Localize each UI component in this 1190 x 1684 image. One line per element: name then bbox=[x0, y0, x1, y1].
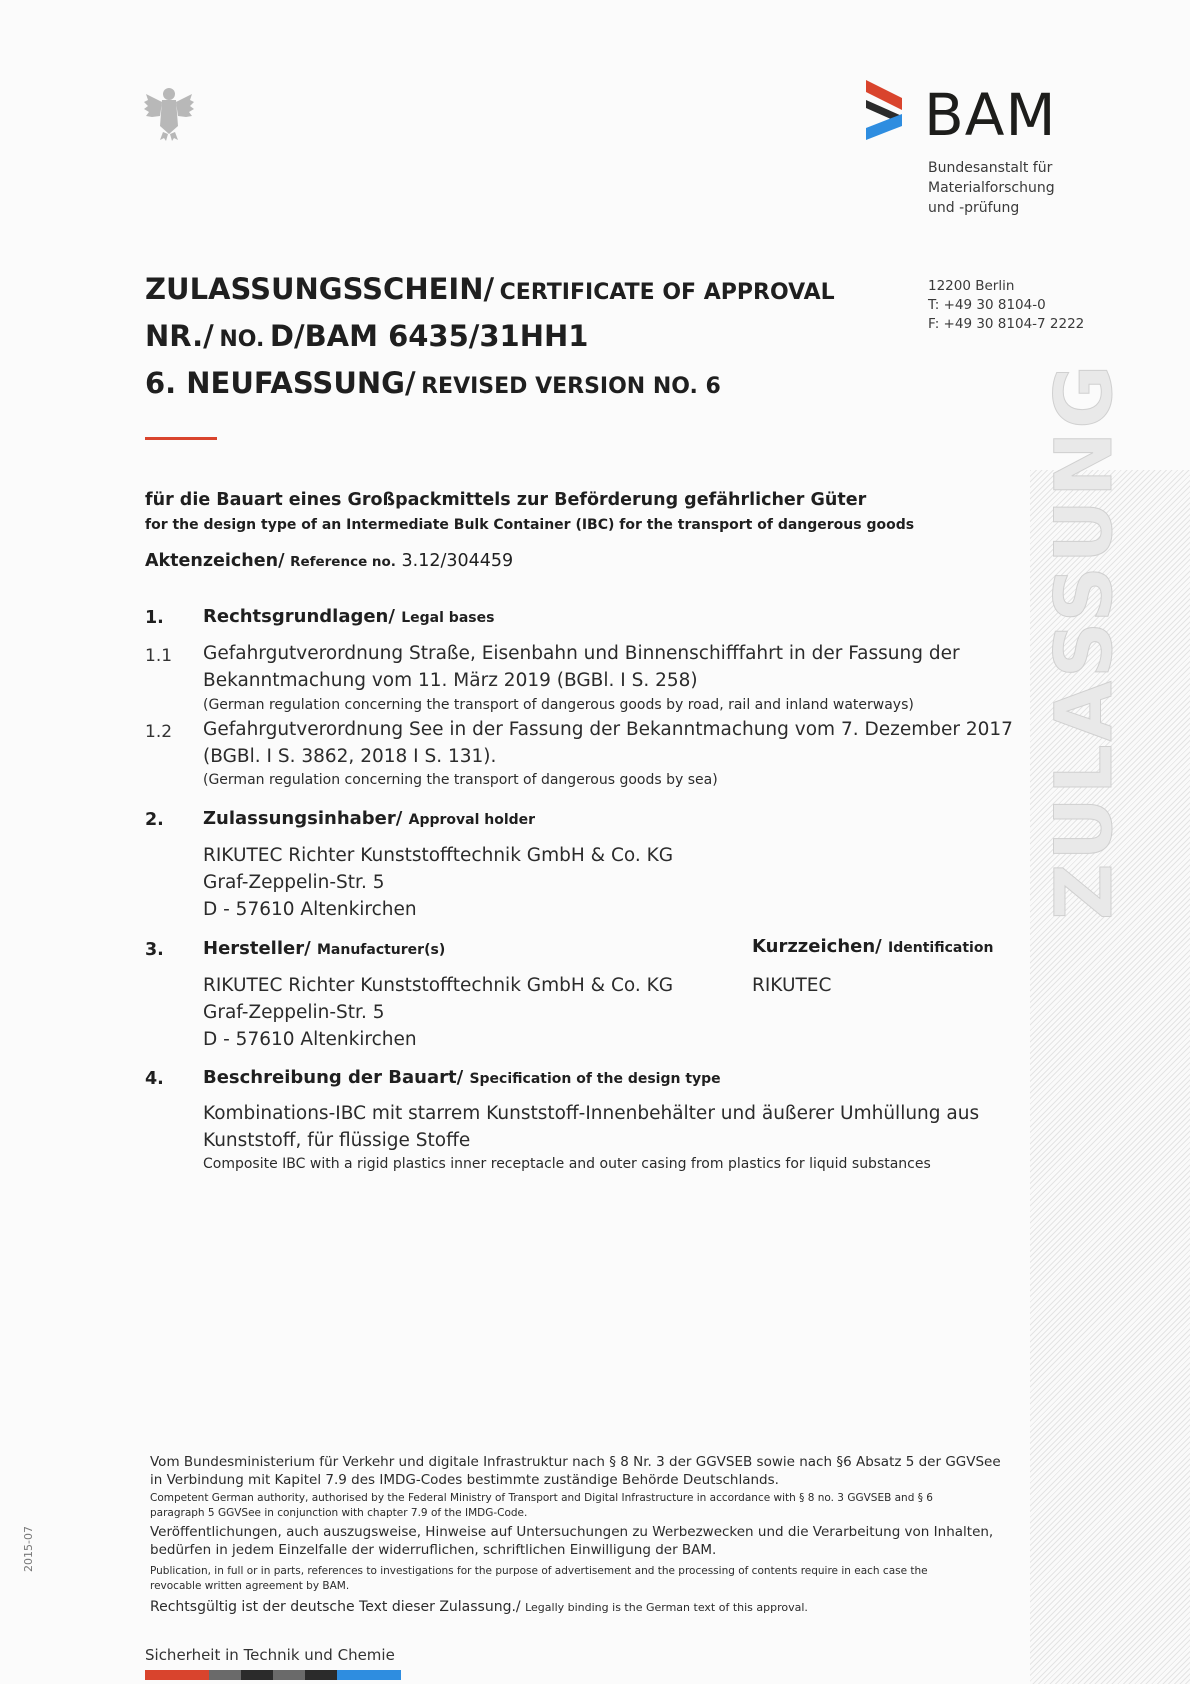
text-line: Gefahrgutverordnung Straße, Eisenbahn und Binnenschifffahrt in der Fassung der bbox=[203, 643, 960, 664]
watermark-text: ZULASSUNG bbox=[1040, 361, 1130, 920]
design-type-translation: Composite IBC with a rigid plastics inner receptacle and outer casing from plastics for liquid substances bbox=[203, 1156, 931, 1172]
bar-segment bbox=[241, 1670, 273, 1680]
bam-claim: Sicherheit in Technik und Chemie bbox=[145, 1646, 395, 1664]
legal-basis-translation: (German regulation concerning the transport of dangerous goods by sea) bbox=[203, 772, 718, 788]
institution-line: Materialforschung bbox=[928, 180, 1055, 196]
certificate-title bbox=[145, 268, 835, 409]
publication-notice-en bbox=[150, 1564, 928, 1594]
authority-statement-en bbox=[150, 1491, 933, 1521]
subject-en: for the design type of an Intermediate Bulk Container (IBC) for the transport of dangerous goods bbox=[145, 517, 915, 533]
revision-de: 6. NEUFASSUNG/ bbox=[145, 366, 416, 400]
legal-basis-translation: (German regulation concerning the transport of dangerous goods by road, rail and inland waterways) bbox=[203, 697, 914, 713]
text-line: (BGBl. I S. 3862, 2018 I S. 131). bbox=[203, 746, 497, 767]
number-label-en: NO. bbox=[219, 327, 265, 352]
section-title-de: Hersteller/ bbox=[203, 938, 311, 959]
institution-name bbox=[928, 158, 1055, 218]
legal-note-en: Legally binding is the German text of this approval. bbox=[525, 1601, 808, 1614]
section-number: 2. bbox=[145, 810, 164, 830]
footer-line: in Verbindung mit Kapitel 7.9 des IMDG-Codes bestimmte zuständige Behörde Deutschlands. bbox=[150, 1472, 779, 1488]
section-number: 1. bbox=[145, 608, 164, 628]
section-title bbox=[203, 938, 445, 959]
identification-title-de: Kurzzeichen/ bbox=[752, 936, 882, 957]
company-name: RIKUTEC Richter Kunststofftechnik GmbH & Co. KG bbox=[203, 845, 674, 866]
city-line: D - 57610 Altenkirchen bbox=[203, 899, 417, 920]
form-version-code: 2015-07 bbox=[22, 1526, 35, 1572]
section-title-de: Beschreibung der Bauart/ bbox=[203, 1067, 464, 1088]
institution-address bbox=[928, 277, 1084, 334]
section-title bbox=[203, 606, 494, 627]
phone-line: T: +49 30 8104-0 bbox=[928, 297, 1046, 313]
bar-segment bbox=[177, 1670, 209, 1680]
section-title-en: Legal bases bbox=[401, 610, 495, 626]
manufacturer-address bbox=[203, 972, 673, 1053]
section-number: 4. bbox=[145, 1069, 164, 1089]
bar-segment bbox=[209, 1670, 241, 1680]
reference-label-de: Aktenzeichen/ bbox=[145, 551, 285, 571]
institution-line: Bundesanstalt für bbox=[928, 160, 1053, 176]
brand-color-bar bbox=[145, 1670, 401, 1680]
section-title-de: Zulassungsinhaber/ bbox=[203, 808, 403, 829]
identification-title-en: Identification bbox=[888, 940, 994, 956]
text-line: Bekanntmachung vom 11. März 2019 (BGBl. I S. 258) bbox=[203, 670, 698, 691]
footer-line: revocable written agreement by BAM. bbox=[150, 1580, 350, 1592]
bar-segment bbox=[369, 1670, 401, 1680]
street-line: Graf-Zeppelin-Str. 5 bbox=[203, 872, 385, 893]
title-en: CERTIFICATE OF APPROVAL bbox=[499, 280, 835, 305]
footer-line: Veröffentlichungen, auch auszugsweise, Hinweise auf Untersuchungen zu Werbezwecken und die Verarbeitung von Inhalten, bbox=[150, 1524, 994, 1540]
text-line: Kombinations-IBC mit starrem Kunststoff-Innenbehälter und äußerer Umhüllung aus bbox=[203, 1103, 980, 1124]
bar-segment bbox=[145, 1670, 177, 1680]
bam-logo-word: BAM bbox=[924, 81, 1057, 149]
legal-note-de: Rechtsgültig ist der deutsche Text dieser Zulassung./ bbox=[150, 1599, 521, 1615]
company-name: RIKUTEC Richter Kunststofftechnik GmbH & Co. KG bbox=[203, 975, 674, 996]
design-type-description bbox=[203, 1100, 979, 1154]
footer-line: Vom Bundesministerium für Verkehr und digitale Infrastruktur nach § 8 Nr. 3 der GGVSEB sowie nach §6 Absatz 5 der GGVSee bbox=[150, 1454, 1001, 1470]
legal-binding-note bbox=[150, 1599, 808, 1615]
identification-value: RIKUTEC bbox=[752, 975, 832, 996]
bar-segment bbox=[337, 1670, 369, 1680]
section-title bbox=[203, 1067, 721, 1088]
certificate-number: D/BAM 6435/31HH1 bbox=[269, 319, 589, 353]
subsection-number: 1.2 bbox=[145, 722, 173, 742]
footer-line: paragraph 5 GGVSee in conjunction with chapter 7.9 of the IMDG-Code. bbox=[150, 1507, 528, 1519]
legal-basis-text bbox=[203, 716, 1013, 770]
footer-line: Competent German authority, authorised by the Federal Ministry of Transport and Digital Infrastructure in accordance with § 8 no. 3 GGVSEB and § 6 bbox=[150, 1492, 933, 1504]
text-line: Kunststoff, für flüssige Stoffe bbox=[203, 1130, 471, 1151]
footer-line: Publication, in full or in parts, references to investigations for the purpose of advertisement and the processing of contents require in each case the bbox=[150, 1565, 928, 1577]
federal-eagle-icon bbox=[142, 84, 196, 142]
text-line: Gefahrgutverordnung See in der Fassung der Bekanntmachung vom 7. Dezember 2017 bbox=[203, 719, 1013, 740]
approval-holder-address bbox=[203, 842, 673, 923]
fax-line: F: +49 30 8104-7 2222 bbox=[928, 316, 1085, 332]
red-divider bbox=[145, 437, 217, 440]
revision-en: REVISED VERSION NO. 6 bbox=[421, 374, 721, 399]
subject-de: für die Bauart eines Großpackmittels zur Beförderung gefährlicher Güter bbox=[145, 490, 867, 510]
section-title-en: Manufacturer(s) bbox=[316, 942, 446, 958]
reference-value: 3.12/304459 bbox=[401, 551, 514, 571]
title-de: ZULASSUNGSSCHEIN/ bbox=[145, 272, 495, 306]
reference-number bbox=[145, 551, 513, 571]
street-line: Graf-Zeppelin-Str. 5 bbox=[203, 1002, 385, 1023]
city-line: D - 57610 Altenkirchen bbox=[203, 1029, 417, 1050]
reference-label-en: Reference no. bbox=[290, 554, 396, 570]
legal-basis-text bbox=[203, 640, 960, 694]
bar-segment bbox=[273, 1670, 305, 1680]
address-line: 12200 Berlin bbox=[928, 278, 1015, 294]
footer-line: bedürfen in jedem Einzelfalle der widerruflichen, schriftlichen Einwilligung der BAM. bbox=[150, 1542, 717, 1558]
section-number: 3. bbox=[145, 940, 164, 960]
number-label-de: NR./ bbox=[145, 319, 214, 353]
identification-title bbox=[752, 936, 993, 957]
publication-notice-de bbox=[150, 1523, 993, 1559]
section-title-en: Specification of the design type bbox=[469, 1071, 721, 1087]
section-title bbox=[203, 808, 535, 829]
authority-statement-de bbox=[150, 1453, 1001, 1489]
institution-line: und -prüfung bbox=[928, 200, 1020, 216]
bam-logo-icon bbox=[862, 80, 906, 150]
bar-segment bbox=[305, 1670, 337, 1680]
subsection-number: 1.1 bbox=[145, 646, 173, 666]
section-title-de: Rechtsgrundlagen/ bbox=[203, 606, 395, 627]
section-title-en: Approval holder bbox=[408, 812, 536, 828]
